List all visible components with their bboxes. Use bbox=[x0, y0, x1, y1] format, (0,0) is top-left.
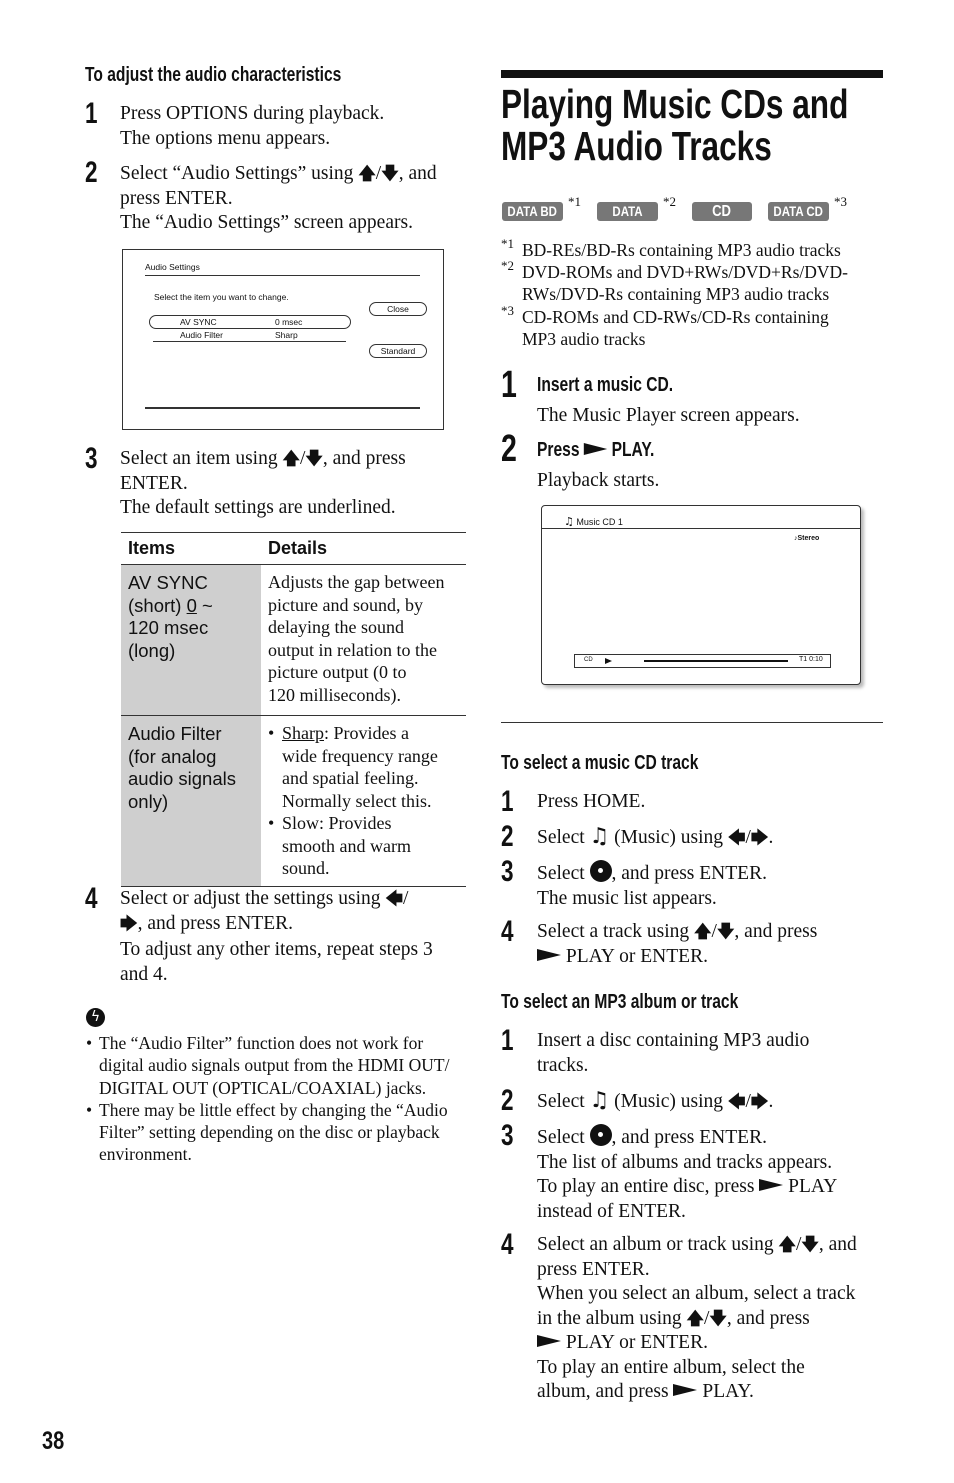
item-cell: Audio Filter (for analog audio signals only) bbox=[121, 716, 261, 887]
down-arrow-icon: 🡇 bbox=[709, 1308, 727, 1329]
stereo-indicator: ♪Stereo bbox=[794, 535, 820, 542]
step-text: The Music Player screen appears. bbox=[537, 405, 800, 426]
step-number: 1 bbox=[85, 97, 98, 130]
play-icon bbox=[759, 1179, 783, 1191]
footnote-mark: *3 bbox=[501, 303, 514, 318]
music-note-icon: ♫ bbox=[564, 515, 574, 528]
table-row bbox=[121, 716, 466, 887]
down-arrow-icon: 🡇 bbox=[801, 1235, 819, 1255]
step-text: Select , and press ENTER. The list of albums and tracks appears. To play an entire disc, press PLAY instead of ENTER. bbox=[537, 1124, 837, 1224]
left-arrow-icon: 🡄 bbox=[727, 1092, 746, 1112]
music-player-screen bbox=[541, 505, 861, 685]
progress-bar[interactable] bbox=[644, 660, 788, 662]
step-number: 3 bbox=[501, 855, 514, 888]
step-text: Select ♫ (Music) using 🡄/🡆. bbox=[537, 1088, 774, 1113]
divider bbox=[542, 528, 860, 529]
right-arrow-icon: 🡆 bbox=[750, 828, 769, 848]
down-arrow-icon: 🡇 bbox=[305, 449, 323, 469]
disc-icon bbox=[590, 860, 612, 882]
left-arrow-icon: 🡄 bbox=[385, 889, 403, 909]
badge-footnote-mark: *2 bbox=[663, 194, 676, 209]
step-text: Press OPTIONS during playback. The options menu appears. bbox=[120, 103, 385, 149]
title-rule bbox=[501, 70, 883, 78]
section-heading: To select an MP3 album or track bbox=[501, 991, 739, 1013]
table-header: Items bbox=[121, 533, 261, 565]
footnote-mark: *1 bbox=[501, 236, 514, 251]
step-number: 1 bbox=[501, 364, 517, 406]
step-text: Playback starts. bbox=[537, 470, 660, 491]
step-text: Select , and press ENTER. The music list appears. bbox=[537, 860, 767, 911]
footnote-text: BD-REs/BD-Rs containing MP3 audio tracks bbox=[522, 240, 841, 260]
screen-title: Audio Settings bbox=[145, 262, 200, 272]
up-arrow-icon: 🡅 bbox=[358, 164, 376, 184]
data-bd-badge: DATA BD bbox=[502, 202, 563, 221]
step-text: Select a track using 🡅/🡇, and press PLAY or ENTER. bbox=[537, 921, 818, 967]
up-arrow-icon: 🡅 bbox=[686, 1308, 704, 1329]
badge-footnote-mark: *1 bbox=[568, 194, 581, 209]
play-icon bbox=[673, 1384, 697, 1396]
footnote-text: CD-ROMs and CD-RWs/CD-Rs containing MP3 audio tracks bbox=[522, 307, 829, 350]
footnote-text: DVD-ROMs and DVD+RWs/DVD+Rs/DVD- RWs/DVD-Rs containing MP3 audio tracks bbox=[522, 262, 848, 305]
left-section-heading: To adjust the audio characteristics bbox=[85, 64, 342, 86]
detail-cell: • Sharp: Provides a wide frequency range and spatial feeling. Normally select this. • Slow: Provides smooth and warm sound. bbox=[261, 716, 466, 887]
footnote-mark: *2 bbox=[501, 258, 514, 273]
music-icon: ♫ bbox=[589, 1088, 610, 1113]
cd-badge: CD bbox=[692, 202, 752, 221]
play-icon bbox=[537, 1335, 561, 1347]
detail-cell: Adjusts the gap between picture and sound, by delaying the sound output in relation to the picture output (0 to 120 milliseconds). bbox=[261, 565, 466, 716]
row-value: Sharp bbox=[275, 330, 298, 340]
step-text: Insert a disc containing MP3 audio tracks. bbox=[537, 1030, 810, 1076]
disc-type: CD bbox=[584, 657, 593, 663]
step-text: Select an album or track using 🡅/🡇, and press ENTER. When you select an album, select a track in the album using 🡅/🡇, and press PLAY or ENTER. To play an entire album, select the album, and press PLAY. bbox=[537, 1234, 857, 1402]
step-number: 4 bbox=[501, 1228, 514, 1261]
table-row bbox=[121, 565, 466, 716]
step-number: 3 bbox=[501, 1119, 514, 1152]
step-text: Press HOME. bbox=[537, 791, 646, 812]
data-cd-badge: DATA CD bbox=[768, 202, 829, 221]
settings-table bbox=[121, 532, 466, 887]
step-heading: Press PLAY. bbox=[537, 439, 655, 461]
play-icon bbox=[584, 443, 607, 455]
screen-prompt: Select the item you want to change. bbox=[154, 292, 289, 302]
step-number: 1 bbox=[501, 785, 514, 818]
step-number: 3 bbox=[85, 442, 98, 475]
step-number: 2 bbox=[501, 428, 517, 470]
data-dvd-badge: DATA DVD bbox=[597, 202, 658, 221]
notes-list bbox=[86, 1032, 471, 1166]
row-name: AV SYNC bbox=[180, 317, 217, 327]
badge-footnote-mark: *3 bbox=[834, 194, 847, 209]
note-item: • The “Audio Filter” function does not work for digital audio signals output from the HDMI OUT/ DIGITAL OUT (OPTICAL/COAXIAL) jacks. bbox=[86, 1033, 450, 1098]
left-arrow-icon: 🡄 bbox=[727, 828, 746, 848]
divider bbox=[145, 275, 420, 276]
step-text: Select an item using 🡅/🡇, and press ENTER. The default settings are underlined. bbox=[120, 448, 406, 518]
step-text: Select or adjust the settings using 🡄/ 🡆, and press ENTER. To adjust any other items, repeat steps 3 and 4. bbox=[120, 888, 433, 985]
up-arrow-icon: 🡅 bbox=[282, 449, 300, 469]
up-arrow-icon: 🡅 bbox=[694, 922, 712, 942]
section-divider bbox=[501, 722, 883, 723]
row-name: Audio Filter bbox=[180, 330, 223, 340]
hint-icon: ϟ bbox=[86, 1008, 105, 1027]
step-number: 1 bbox=[501, 1024, 514, 1057]
step-number: 4 bbox=[85, 882, 98, 915]
step-number: 2 bbox=[501, 1084, 514, 1117]
up-arrow-icon: 🡅 bbox=[778, 1235, 796, 1255]
step-heading: Insert a music CD. bbox=[537, 374, 674, 396]
page-title: Playing Music CDs and MP3 Audio Tracks bbox=[501, 81, 849, 169]
disc-icon bbox=[590, 1124, 612, 1146]
step-text: Select ♫ (Music) using 🡄/🡆. bbox=[537, 824, 774, 849]
section-heading: To select a music CD track bbox=[501, 752, 699, 774]
step-text: Select “Audio Settings” using 🡅/🡇, and press ENTER. The “Audio Settings” screen appears. bbox=[120, 163, 437, 233]
play-icon bbox=[537, 949, 561, 961]
right-arrow-icon: 🡆 bbox=[120, 913, 138, 934]
audio-settings-screen bbox=[122, 249, 444, 430]
row-value: 0 msec bbox=[275, 317, 303, 327]
step-number: 2 bbox=[501, 820, 514, 853]
table-header: Details bbox=[261, 533, 466, 565]
step-number: 4 bbox=[501, 915, 514, 948]
step-number: 2 bbox=[85, 156, 98, 189]
right-arrow-icon: 🡆 bbox=[750, 1092, 769, 1112]
music-icon: ♫ bbox=[589, 824, 610, 849]
page-number: 38 bbox=[42, 1427, 65, 1455]
player-title: ♫ Music CD 1 bbox=[564, 515, 623, 528]
down-arrow-icon: 🡇 bbox=[716, 922, 735, 942]
time-readout: T1 0:10 bbox=[799, 656, 823, 663]
play-status-icon bbox=[605, 658, 612, 664]
item-cell: AV SYNC (short) 0 ~ 120 msec (long) bbox=[121, 565, 261, 716]
note-item: • There may be little effect by changing the “Audio Filter” setting depending on the disc or playback environment. bbox=[86, 1099, 448, 1165]
down-arrow-icon: 🡇 bbox=[381, 164, 399, 184]
divider bbox=[153, 341, 346, 342]
close-button[interactable]: Close bbox=[369, 302, 427, 316]
standard-button[interactable]: Standard bbox=[369, 344, 427, 358]
divider bbox=[145, 407, 420, 409]
